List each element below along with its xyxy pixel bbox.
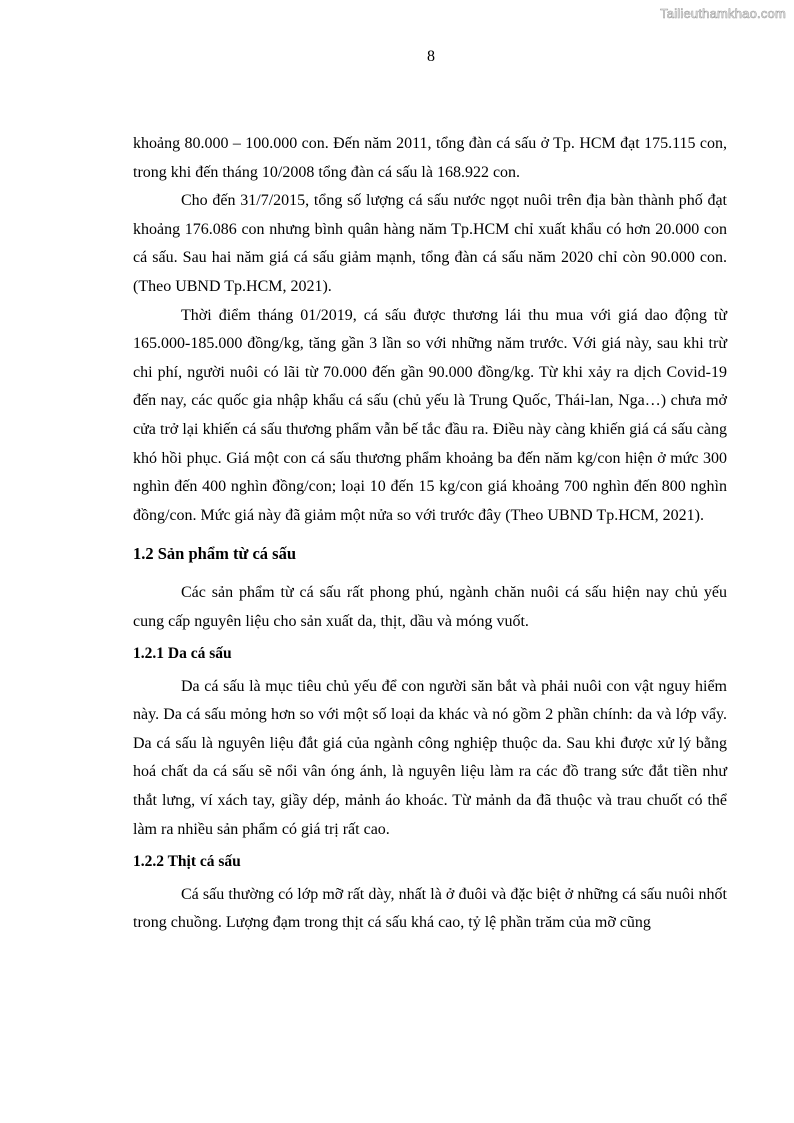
section-heading-1-2-1: 1.2.1 Da cá sấu	[133, 645, 232, 663]
paragraph-crocodile-meat: Cá sấu thường có lớp mỡ rất dày, nhất là ở đuôi và đặc biệt ở những cá sấu nuôi nhốt trong chuồng. Lượng đạm trong thịt cá sấu khá cao, tỷ lệ phần trăm của mỡ cũng	[133, 885, 727, 932]
section-heading-1-2-2: 1.2.2 Thịt cá sấu	[133, 853, 241, 871]
watermark: Tailieuthamkhao.com	[660, 6, 786, 21]
section-heading-1-2: 1.2 Sản phẩm từ cá sấu	[133, 544, 297, 564]
paragraph-products-overview: Các sản phẩm từ cá sấu rất phong phú, ngành chăn nuôi cá sấu hiện nay chủ yếu cung cấp nguyên liệu cho sản xuất da, thịt, dầu và móng vuốt.	[133, 583, 727, 630]
paragraph-crocodile-price-2019: Thời điểm tháng 01/2019, cá sấu được thương lái thu mua với giá dao động từ 165.000-185.000 đồng/kg, tăng gần 3 lần so với những năm trước. Với giá này, sau khi trừ chi phí, người nuôi có lãi từ 70.000 đến gần 90.000 đồng/kg. Từ khi xảy ra dịch Covid-19 đến nay, các quốc gia nhập khẩu cá sấu (chủ yếu là Trung Quốc, Thái-lan, Nga…) chưa mở cửa trở lại khiến cá sấu thương phẩm vẫn bế tắc đầu ra. Điều này càng khiến giá cá sấu càng khó hồi phục. Giá một con cá sấu thương phẩm khoảng ba đến năm kg/con hiện ở mức 300 nghìn đến 400 nghìn đồng/con; loại 10 đến 15 kg/con giá khoảng 700 nghìn đến 800 nghìn đồng/con. Mức giá này đã giảm một nửa so với trước đây (Theo UBND Tp.HCM, 2021).	[133, 306, 727, 524]
page-number: 8	[427, 48, 435, 65]
paragraph-crocodile-count-2015: Cho đến 31/7/2015, tổng số lượng cá sấu nước ngọt nuôi trên địa bàn thành phố đạt khoảng 176.086 con nhưng bình quân hàng năm Tp.HCM chỉ xuất khẩu có hơn 20.000 con cá sấu. Sau hai năm giá cá sấu giảm mạnh, tổng đàn cá sấu năm 2020 chỉ còn 90.000 con. (Theo UBND Tp.HCM, 2021).	[133, 192, 727, 295]
paragraph-continued: khoảng 80.000 – 100.000 con. Đến năm 2011, tổng đàn cá sấu ở Tp. HCM đạt 175.115 con, trong khi đến tháng 10/2008 tổng đàn cá sấu là 168.922 con.	[133, 135, 727, 181]
paragraph-crocodile-skin: Da cá sấu là mục tiêu chủ yếu để con người săn bắt và phải nuôi con vật nguy hiểm này. Da cá sấu mỏng hơn so với một số loại da khác và nó gồm 2 phần chính: da và lớp vẩy. Da cá sấu là nguyên liệu đắt giá của ngành công nghiệp thuộc da. Sau khi được xử lý bằng hoá chất da cá sấu sẽ nổi vân óng ánh, là nguyên liệu làm ra các đồ trang sức đắt tiền như thắt lưng, ví xách tay, giầy dép, mảnh áo khoác. Từ mảnh da đã thuộc và trau chuốt có thể làm ra nhiều sản phẩm có giá trị rất cao.	[133, 677, 727, 838]
document-body	[133, 130, 727, 938]
